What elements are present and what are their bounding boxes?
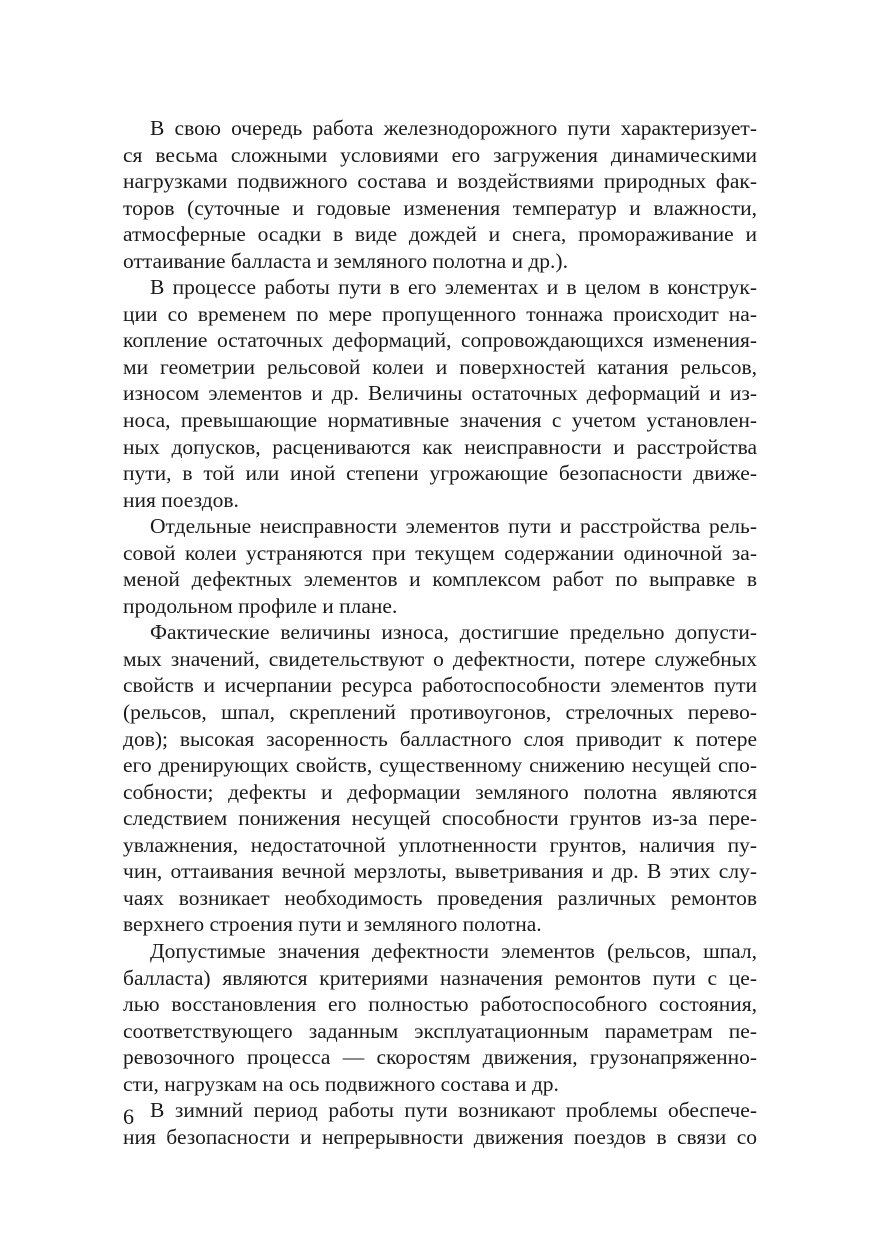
text-line: пути, в той или иной степени угрожающие безопасности движе- xyxy=(123,461,757,486)
text-line: износом элементов и др. Величины остаточных деформаций и из- xyxy=(123,381,757,406)
text-line: атмосферные осадки в виде дождей и снега, промораживание и xyxy=(123,222,757,247)
text-line: его дренирующих свойств, существенному снижению несущей спо- xyxy=(123,753,757,778)
text-line: свойств и исчерпании ресурса работоспособности элементов пути xyxy=(123,673,757,698)
text-line: совой колеи устраняются при текущем содержании одиночной за- xyxy=(123,540,757,565)
text-line: балласта) являются критериями назначения ремонтов пути с це- xyxy=(123,965,757,990)
text-line: следствием понижения несущей способности грунтов из-за пере- xyxy=(123,806,757,831)
text-line: соответствующего заданным эксплуатационным параметрам пе- xyxy=(123,1018,757,1043)
text-line: ми геометрии рельсовой колеи и поверхностей катания рельсов, xyxy=(123,354,757,379)
text-line: ся весьма сложными условиями его загружения динамическими xyxy=(123,142,757,167)
text-line: чин, оттаивания вечной мерзлоты, выветривания и др. В этих слу- xyxy=(123,859,757,884)
text-line: В процессе работы пути в его элементах и в целом в конструк- xyxy=(150,275,757,300)
text-line: ных допусков, расцениваются как неисправности и расстройства xyxy=(123,434,757,459)
text-line: торов (суточные и годовые изменения температур и влажности, xyxy=(123,195,757,220)
text-line: меной дефектных элементов и комплексом работ по выправке в xyxy=(123,567,757,592)
text-line: лью восстановления его полностью работоспособного состояния, xyxy=(123,992,757,1017)
text-line: сти, нагрузкам на ось подвижного состава и др. xyxy=(123,1071,559,1096)
text-line: чаях возникает необходимость проведения различных ремонтов xyxy=(123,885,757,910)
text-line: ции со временем по мере пропущенного тоннажа происходит на- xyxy=(123,301,757,326)
text-line: нагрузками подвижного состава и воздействиями природных фак- xyxy=(123,169,757,194)
text-line: В свою очередь работа железнодорожного пути характеризует- xyxy=(150,116,757,140)
paragraph xyxy=(123,115,757,274)
text-line: верхнего строения пути и земляного полотна. xyxy=(123,912,542,937)
text-line: оттаивание балласта и земляного полотна и др.). xyxy=(123,248,568,273)
text-line: ревозочного процесса — скоростям движения, грузонапряженно- xyxy=(123,1045,757,1070)
text-line: мых значений, свидетельствуют о дефектности, потере служебных xyxy=(123,646,757,671)
text-line: дов); высокая засоренность балластного слоя приводит к потере xyxy=(123,726,757,751)
text-line: продольном профиле и плане. xyxy=(123,593,398,618)
body-text xyxy=(123,115,757,1150)
paragraph xyxy=(123,1097,757,1150)
paragraph xyxy=(123,619,757,938)
paragraph xyxy=(123,274,757,513)
text-line: Допустимые значения дефектности элементов (рельсов, шпал, xyxy=(150,938,757,963)
text-line: ния безопасности и непрерывности движения поездов в связи со xyxy=(123,1124,757,1149)
text-line: Отдельные неисправности элементов пути и расстройства рель- xyxy=(150,514,757,539)
paragraph xyxy=(123,938,757,1097)
text-line: копление остаточных деформаций, сопровождающихся изменения- xyxy=(123,328,757,353)
text-line: (рельсов, шпал, скреплений противоугонов, стрелочных перево- xyxy=(123,700,757,725)
paragraph xyxy=(123,513,757,619)
text-line: Фактические величины износа, достигшие предельно допусти- xyxy=(150,620,757,645)
text-line: ния поездов. xyxy=(123,487,239,512)
text-line: увлажнения, недостаточной уплотненности грунтов, наличия пу- xyxy=(123,832,757,857)
text-line: В зимний период работы пути возникают проблемы обеспече- xyxy=(150,1098,757,1123)
text-line: носа, превышающие нормативные значения с учетом установлен- xyxy=(123,408,757,433)
text-line: собности; дефекты и деформации земляного полотна являются xyxy=(123,779,757,804)
page-number: 6 xyxy=(123,1104,134,1129)
